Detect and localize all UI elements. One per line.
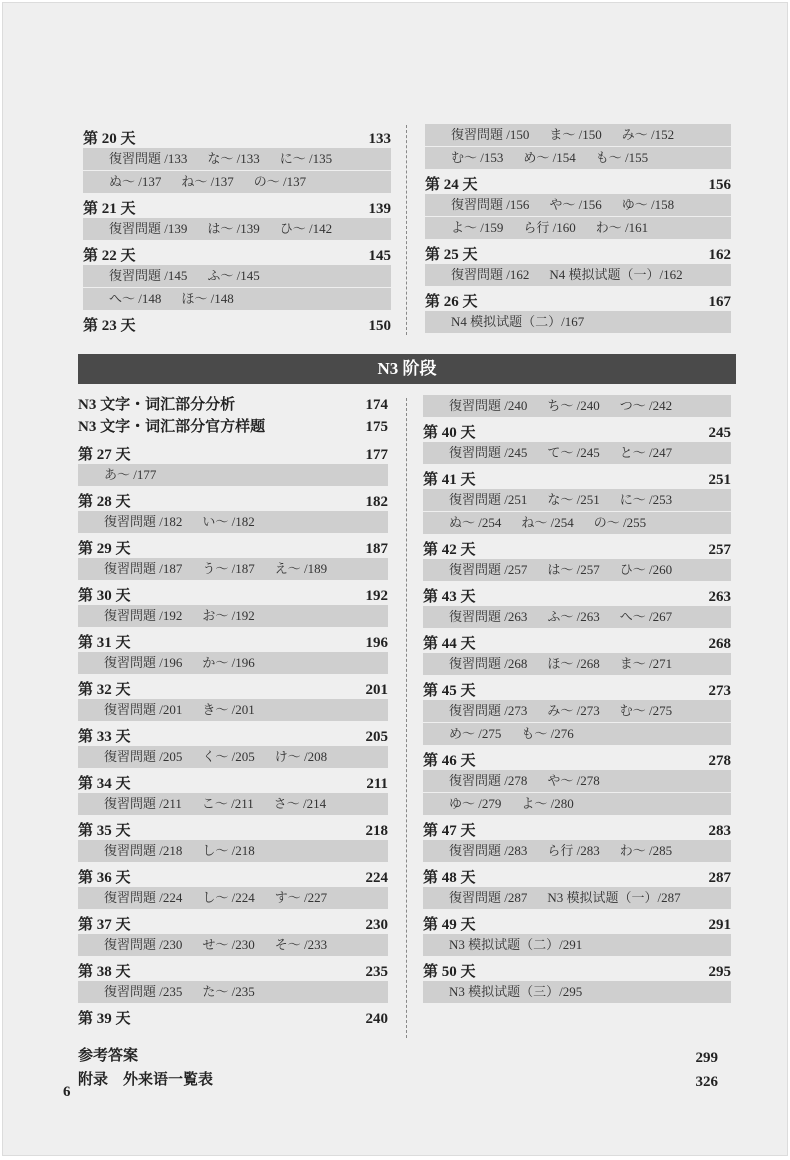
- subtopic-item: く～ /205: [202, 749, 255, 764]
- subtopic-item: 復習問題 /150: [451, 127, 530, 142]
- entry-title: N3 文字・词汇部分官方样题: [78, 419, 266, 435]
- subtopic-item: 復習問題 /133: [109, 151, 188, 166]
- subtopic-item: も～ /276: [521, 726, 574, 741]
- day-heading: [423, 418, 731, 442]
- subtopic-item: ま～ /150: [549, 127, 602, 142]
- day-heading: [425, 170, 731, 194]
- subtopic-item: と～ /247: [619, 445, 673, 460]
- day-heading: [78, 628, 388, 652]
- subtopic-row: [78, 887, 388, 909]
- toc-bottom-right-column: [423, 395, 731, 1004]
- day-title: 第 31 天: [78, 635, 131, 651]
- day-page: 230: [365, 917, 388, 933]
- subtopic-item: 復習問題 /251: [449, 492, 528, 507]
- subtopic-item: へ～ /148: [109, 291, 162, 306]
- entry-page: 174: [365, 397, 388, 413]
- subtopic-item: な～ /251: [547, 492, 600, 507]
- subtopic-row: [425, 311, 731, 333]
- page-number: 6: [63, 1084, 71, 1100]
- subtopic-item: ぬ～ /254: [449, 515, 502, 530]
- subtopic-row: [78, 840, 388, 862]
- subtopic-item: 復習問題 /230: [104, 937, 183, 952]
- day-title: 第 25 天: [425, 247, 478, 263]
- subtopic-item: み～ /152: [621, 127, 675, 142]
- day-page: 205: [365, 729, 388, 745]
- day-title: 第 37 天: [78, 917, 131, 933]
- day-page: 268: [708, 636, 731, 652]
- toc-top-left-column: [83, 124, 391, 335]
- subtopic-item: た～ /235: [202, 984, 255, 999]
- day-title: 第 48 天: [423, 870, 476, 886]
- n3-intro-entries: [78, 394, 388, 438]
- day-page: 167: [708, 294, 731, 310]
- day-page: 295: [708, 964, 731, 980]
- subtopic-item: ふ～ /263: [547, 609, 600, 624]
- subtopic-item: 復習問題 /245: [449, 445, 528, 460]
- subtopic-item: む～ /153: [451, 150, 504, 165]
- subtopic-row: [78, 605, 388, 627]
- day-heading: [423, 910, 731, 934]
- column-divider: [406, 125, 407, 335]
- day-title: 第 32 天: [78, 682, 131, 698]
- subtopic-row: [423, 723, 731, 745]
- day-title: 第 21 天: [83, 201, 136, 217]
- toc-bottom-left-column: [78, 440, 388, 1028]
- day-page: 196: [365, 635, 388, 651]
- subtopic-item: し～ /218: [202, 843, 255, 858]
- subtopic-item: は～ /257: [547, 562, 600, 577]
- subtopic-item: え～ /189: [274, 561, 328, 576]
- subtopic-item: よ～ /280: [521, 796, 574, 811]
- subtopic-item: う～ /187: [202, 561, 255, 576]
- subtopic-item: 復習問題 /162: [451, 267, 530, 282]
- day-page: 257: [708, 542, 731, 558]
- subtopic-row: [425, 194, 731, 216]
- day-page: 251: [708, 472, 731, 488]
- subtopic-item: ぬ～ /137: [109, 174, 162, 189]
- subtopic-item: し～ /224: [202, 890, 255, 905]
- subtopic-item: む～ /275: [619, 703, 673, 718]
- day-heading: [425, 240, 731, 264]
- subtopic-item: さ～ /214: [273, 796, 327, 811]
- day-page: 273: [708, 683, 731, 699]
- day-heading: [78, 675, 388, 699]
- subtopic-item: ね～ /254: [521, 515, 574, 530]
- subtopic-item: か～ /196: [202, 655, 255, 670]
- day-page: 235: [365, 964, 388, 980]
- subtopic-row: [425, 124, 731, 146]
- day-heading: [78, 816, 388, 840]
- day-title: 第 28 天: [78, 494, 131, 510]
- footer-page: 326: [695, 1074, 718, 1090]
- day-page: 150: [368, 318, 391, 334]
- day-title: 第 42 天: [423, 542, 476, 558]
- subtopic-item: 復習問題 /257: [449, 562, 528, 577]
- subtopic-row: [425, 264, 731, 286]
- subtopic-row: [423, 770, 731, 792]
- answer-key-entry: [78, 1044, 718, 1065]
- subtopic-item: み～ /273: [547, 703, 600, 718]
- subtopic-row: [423, 442, 731, 464]
- day-heading: [423, 582, 731, 606]
- subtopic-item: め～ /154: [523, 150, 576, 165]
- subtopic-item: ほ～ /148: [181, 291, 234, 306]
- subtopic-item: め～ /275: [449, 726, 502, 741]
- subtopic-row: [83, 171, 391, 193]
- day-page: 224: [365, 870, 388, 886]
- day-heading: [83, 241, 391, 265]
- day-heading: [423, 465, 731, 489]
- day-title: 第 22 天: [83, 248, 136, 264]
- subtopic-item: な～ /133: [207, 151, 260, 166]
- subtopic-item: わ～ /161: [595, 220, 649, 235]
- day-page: 192: [365, 588, 388, 604]
- subtopic-item: ふ～ /145: [207, 268, 260, 283]
- day-title: 第 41 天: [423, 472, 476, 488]
- subtopic-row: [78, 699, 388, 721]
- subtopic-item: い～ /182: [202, 514, 255, 529]
- subtopic-row: [78, 464, 388, 486]
- section-banner: N3 阶段: [78, 354, 736, 384]
- day-page: 245: [708, 425, 731, 441]
- day-title: 第 47 天: [423, 823, 476, 839]
- day-page: 218: [365, 823, 388, 839]
- subtopic-item: ほ～ /268: [547, 656, 600, 671]
- day-title: 第 49 天: [423, 917, 476, 933]
- subtopic-item: き～ /201: [202, 702, 255, 717]
- subtopic-row: [78, 934, 388, 956]
- subtopic-row: [83, 265, 391, 287]
- toc-top-right-column: [425, 124, 731, 334]
- day-page: 177: [365, 447, 388, 463]
- subtopic-item: 復習問題 /182: [104, 514, 183, 529]
- subtopic-item: 復習問題 /196: [104, 655, 183, 670]
- day-page: 240: [365, 1011, 388, 1027]
- subtopic-row: [78, 793, 388, 815]
- subtopic-item: 復習問題 /139: [109, 221, 188, 236]
- subtopic-row: [78, 746, 388, 768]
- day-heading: [423, 535, 731, 559]
- subtopic-row: [423, 887, 731, 909]
- day-heading: [78, 722, 388, 746]
- subtopic-item: ひ～ /142: [279, 221, 333, 236]
- subtopic-item: 復習問題 /278: [449, 773, 528, 788]
- day-page: 263: [708, 589, 731, 605]
- day-title: 第 35 天: [78, 823, 131, 839]
- day-heading: [78, 910, 388, 934]
- subtopic-item: つ～ /242: [619, 398, 673, 413]
- day-page: 182: [365, 494, 388, 510]
- subtopic-row: [83, 218, 391, 240]
- subtopic-row: [423, 512, 731, 534]
- subtopic-row: [78, 652, 388, 674]
- subtopic-item: す～ /227: [274, 890, 328, 905]
- subtopic-item: N3 模拟试题（一）/287: [547, 890, 681, 905]
- day-page: 145: [368, 248, 391, 264]
- day-heading: [423, 957, 731, 981]
- subtopic-item: 復習問題 /201: [104, 702, 183, 717]
- day-heading: [83, 124, 391, 148]
- subtopic-item: せ～ /230: [202, 937, 255, 952]
- day-heading: [83, 194, 391, 218]
- subtopic-item: よ～ /159: [451, 220, 504, 235]
- subtopic-item: お～ /192: [202, 608, 255, 623]
- subtopic-item: 復習問題 /145: [109, 268, 188, 283]
- day-title: 第 39 天: [78, 1011, 131, 1027]
- entry-title: N3 文字・词汇部分分析: [78, 397, 236, 413]
- subtopic-item: の～ /137: [253, 174, 307, 189]
- subtopic-item: に～ /135: [279, 151, 333, 166]
- day-title: 第 33 天: [78, 729, 131, 745]
- subtopic-item: や～ /156: [549, 197, 602, 212]
- subtopic-item: ね～ /137: [181, 174, 234, 189]
- subtopic-row: [78, 558, 388, 580]
- subtopic-item: 復習問題 /263: [449, 609, 528, 624]
- day-heading: [78, 1004, 388, 1028]
- subtopic-row: [423, 489, 731, 511]
- day-heading: [83, 311, 391, 335]
- subtopic-row: [83, 288, 391, 310]
- subtopic-item: や～ /278: [547, 773, 600, 788]
- subtopic-item: 復習問題 /235: [104, 984, 183, 999]
- subtopic-item: 復習問題 /240: [449, 398, 528, 413]
- day-title: 第 23 天: [83, 318, 136, 334]
- footer-title: 参考答案: [78, 1048, 139, 1064]
- footer-page: 299: [695, 1050, 718, 1066]
- subtopic-row: [423, 840, 731, 862]
- day-title: 第 46 天: [423, 753, 476, 769]
- subtopic-row: [423, 395, 731, 417]
- appendix-entry: [78, 1068, 718, 1089]
- day-title: 第 38 天: [78, 964, 131, 980]
- day-page: 201: [365, 682, 388, 698]
- subtopic-item: は～ /139: [207, 221, 260, 236]
- subtopic-item: ひ～ /260: [619, 562, 673, 577]
- day-title: 第 30 天: [78, 588, 131, 604]
- entry-page: 175: [365, 419, 388, 435]
- day-page: 139: [368, 201, 391, 217]
- subtopic-item: こ～ /211: [201, 796, 254, 811]
- day-title: 第 40 天: [423, 425, 476, 441]
- subtopic-item: 復習問題 /192: [104, 608, 183, 623]
- subtopic-row: [423, 934, 731, 956]
- subtopic-item: そ～ /233: [274, 937, 328, 952]
- n3-intro-entry: [78, 394, 388, 416]
- day-page: 133: [368, 131, 391, 147]
- day-page: 283: [708, 823, 731, 839]
- day-title: 第 50 天: [423, 964, 476, 980]
- day-page: 187: [365, 541, 388, 557]
- day-title: 第 24 天: [425, 177, 478, 193]
- subtopic-row: [423, 653, 731, 675]
- subtopic-row: [78, 981, 388, 1003]
- day-heading: [78, 863, 388, 887]
- day-title: 第 45 天: [423, 683, 476, 699]
- day-title: 第 34 天: [78, 776, 131, 792]
- subtopic-item: 復習問題 /156: [451, 197, 530, 212]
- day-heading: [78, 769, 388, 793]
- subtopic-item: 復習問題 /273: [449, 703, 528, 718]
- day-heading: [78, 487, 388, 511]
- subtopic-item: わ～ /285: [619, 843, 673, 858]
- subtopic-item: ら行 /160: [523, 220, 576, 235]
- day-heading: [423, 629, 731, 653]
- subtopic-item: 復習問題 /211: [104, 796, 182, 811]
- subtopic-item: 復習問題 /187: [104, 561, 183, 576]
- subtopic-item: に～ /253: [619, 492, 673, 507]
- column-divider: [406, 398, 407, 1038]
- day-heading: [78, 440, 388, 464]
- subtopic-item: ら行 /283: [547, 843, 600, 858]
- subtopic-item: N3 模拟试题（二）/291: [449, 937, 583, 952]
- subtopic-row: [423, 606, 731, 628]
- subtopic-item: N3 模拟试题（三）/295: [449, 984, 583, 999]
- subtopic-row: [423, 793, 731, 815]
- subtopic-item: へ～ /267: [619, 609, 673, 624]
- subtopic-item: も～ /155: [595, 150, 649, 165]
- subtopic-item: ち～ /240: [547, 398, 600, 413]
- footer-title: 附录 外来语一覧表: [78, 1072, 214, 1088]
- day-page: 278: [708, 753, 731, 769]
- day-title: 第 20 天: [83, 131, 136, 147]
- day-page: 291: [708, 917, 731, 933]
- n3-intro-entry: [78, 416, 388, 438]
- subtopic-item: 復習問題 /283: [449, 843, 528, 858]
- day-heading: [423, 816, 731, 840]
- subtopic-row: [83, 148, 391, 170]
- subtopic-item: N4 模拟试题（二）/167: [451, 314, 585, 329]
- subtopic-item: ゆ～ /158: [621, 197, 675, 212]
- day-heading: [423, 746, 731, 770]
- subtopic-row: [78, 511, 388, 533]
- toc-page: [2, 2, 788, 1156]
- subtopic-item: ま～ /271: [619, 656, 673, 671]
- day-page: 162: [708, 247, 731, 263]
- day-page: 156: [708, 177, 731, 193]
- day-title: 第 27 天: [78, 447, 131, 463]
- subtopic-item: け～ /208: [274, 749, 328, 764]
- subtopic-row: [425, 147, 731, 169]
- subtopic-row: [423, 559, 731, 581]
- subtopic-row: [423, 700, 731, 722]
- subtopic-item: 復習問題 /268: [449, 656, 528, 671]
- day-heading: [78, 581, 388, 605]
- subtopic-item: て～ /245: [547, 445, 600, 460]
- day-title: 第 26 天: [425, 294, 478, 310]
- day-heading: [423, 676, 731, 700]
- day-page: 287: [708, 870, 731, 886]
- day-heading: [425, 287, 731, 311]
- day-title: 第 44 天: [423, 636, 476, 652]
- subtopic-item: 復習問題 /224: [104, 890, 183, 905]
- subtopic-item: N4 模拟试题（一）/162: [549, 267, 683, 282]
- subtopic-row: [425, 217, 731, 239]
- subtopic-item: 復習問題 /205: [104, 749, 183, 764]
- day-title: 第 29 天: [78, 541, 131, 557]
- subtopic-item: の～ /255: [593, 515, 647, 530]
- subtopic-item: ゆ～ /279: [449, 796, 502, 811]
- subtopic-item: 復習問題 /218: [104, 843, 183, 858]
- day-heading: [78, 534, 388, 558]
- subtopic-row: [423, 981, 731, 1003]
- day-title: 第 36 天: [78, 870, 131, 886]
- day-title: 第 43 天: [423, 589, 476, 605]
- day-heading: [78, 957, 388, 981]
- subtopic-item: 復習問題 /287: [449, 890, 528, 905]
- day-page: 211: [366, 776, 388, 792]
- subtopic-item: あ～ /177: [104, 467, 157, 482]
- day-heading: [423, 863, 731, 887]
